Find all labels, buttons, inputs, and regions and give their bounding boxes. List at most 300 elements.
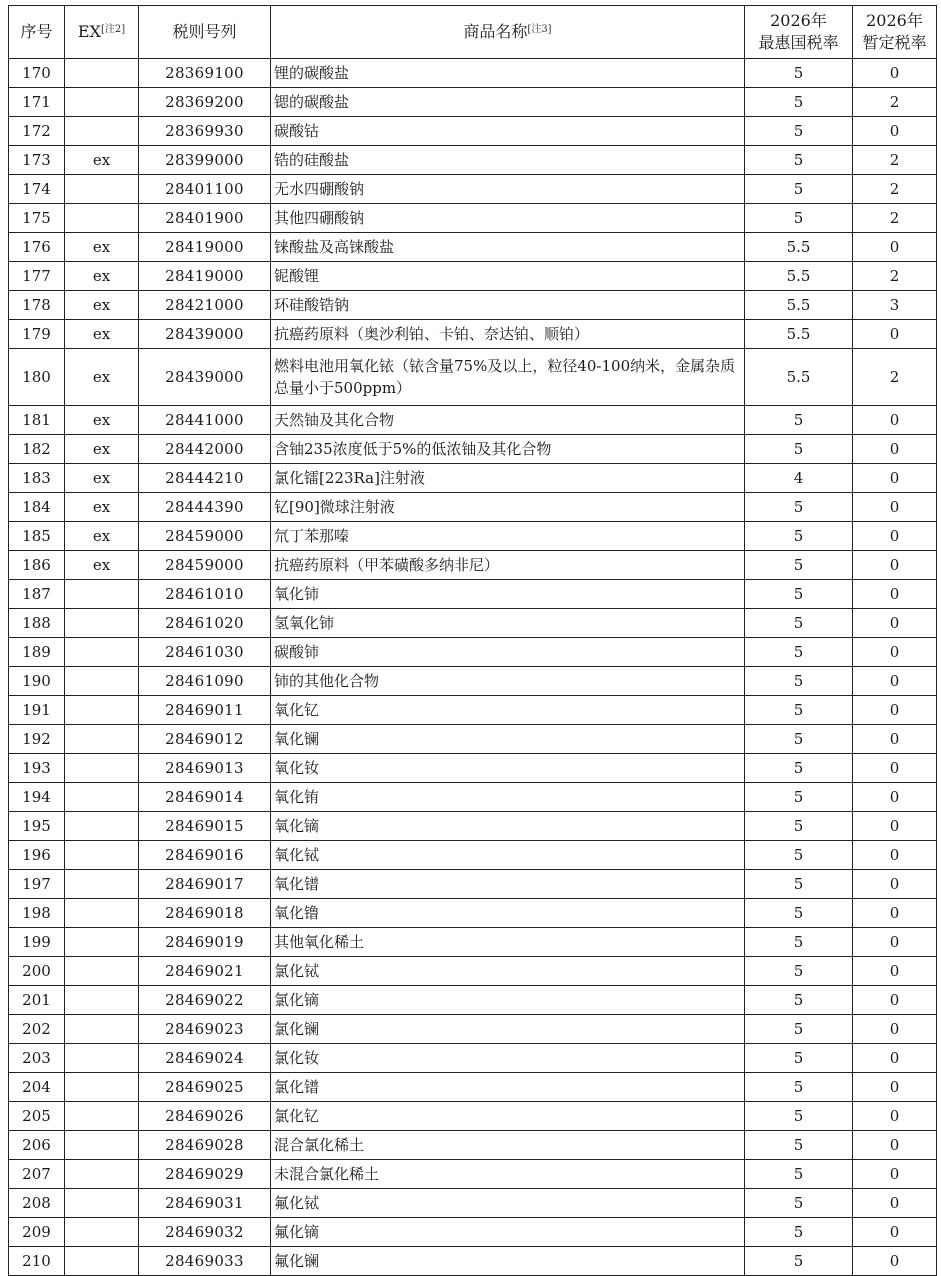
table-row xyxy=(9,320,937,349)
cell-tariff-code: 28469028 xyxy=(139,1131,271,1160)
cell-product-name: 抗癌药原料（甲苯磺酸多纳非尼） xyxy=(271,551,745,580)
cell-tariff-code: 28401900 xyxy=(139,204,271,233)
table-row xyxy=(9,667,937,696)
table-row xyxy=(9,1247,937,1276)
cell-provisional-rate: 0 xyxy=(853,493,937,522)
cell-seq: 180 xyxy=(9,349,65,406)
cell-ex xyxy=(65,609,139,638)
cell-seq: 199 xyxy=(9,928,65,957)
cell-tariff-code: 28469029 xyxy=(139,1160,271,1189)
cell-seq: 188 xyxy=(9,609,65,638)
cell-provisional-rate: 0 xyxy=(853,638,937,667)
table-row xyxy=(9,88,937,117)
cell-seq: 202 xyxy=(9,1015,65,1044)
cell-ex xyxy=(65,754,139,783)
table-row xyxy=(9,638,937,667)
cell-provisional-rate: 2 xyxy=(853,88,937,117)
cell-product-name: 锶的碳酸盐 xyxy=(271,88,745,117)
table-row xyxy=(9,262,937,291)
cell-ex xyxy=(65,957,139,986)
header-mfn-line1: 2026年 xyxy=(770,11,827,30)
cell-seq: 179 xyxy=(9,320,65,349)
cell-mfn-rate: 5 xyxy=(745,551,853,580)
cell-ex xyxy=(65,59,139,88)
cell-provisional-rate: 0 xyxy=(853,59,937,88)
cell-seq: 210 xyxy=(9,1247,65,1276)
cell-seq: 172 xyxy=(9,117,65,146)
cell-product-name: 锆的硅酸盐 xyxy=(271,146,745,175)
header-ex-label: EX xyxy=(77,22,101,41)
cell-product-name: 燃料电池用氧化铱（铱含量75%及以上，粒径40-100纳米，金属杂质总量小于500ppm） xyxy=(271,349,745,406)
table-row xyxy=(9,1102,937,1131)
table-row xyxy=(9,609,937,638)
cell-product-name: 氟化铽 xyxy=(271,1189,745,1218)
cell-product-name: 氧化镧 xyxy=(271,725,745,754)
cell-seq: 193 xyxy=(9,754,65,783)
cell-mfn-rate: 5.5 xyxy=(745,233,853,262)
header-seq: 序号 xyxy=(9,6,65,59)
cell-provisional-rate: 0 xyxy=(853,899,937,928)
table-row xyxy=(9,957,937,986)
cell-seq: 170 xyxy=(9,59,65,88)
cell-product-name: 氧化钕 xyxy=(271,754,745,783)
cell-ex xyxy=(65,1218,139,1247)
table-row xyxy=(9,696,937,725)
cell-provisional-rate: 0 xyxy=(853,1044,937,1073)
cell-ex xyxy=(65,88,139,117)
cell-provisional-rate: 0 xyxy=(853,406,937,435)
table-row xyxy=(9,233,937,262)
cell-tariff-code: 28461010 xyxy=(139,580,271,609)
cell-tariff-code: 28469022 xyxy=(139,986,271,1015)
cell-mfn-rate: 5 xyxy=(745,522,853,551)
cell-seq: 178 xyxy=(9,291,65,320)
cell-seq: 196 xyxy=(9,841,65,870)
cell-mfn-rate: 5 xyxy=(745,928,853,957)
cell-seq: 176 xyxy=(9,233,65,262)
cell-provisional-rate: 0 xyxy=(853,1160,937,1189)
cell-ex xyxy=(65,841,139,870)
cell-product-name: 其他氧化稀土 xyxy=(271,928,745,957)
cell-mfn-rate: 5 xyxy=(745,1044,853,1073)
cell-mfn-rate: 5 xyxy=(745,59,853,88)
cell-provisional-rate: 0 xyxy=(853,841,937,870)
tariff-table-container xyxy=(8,5,937,1276)
cell-provisional-rate: 0 xyxy=(853,1218,937,1247)
cell-seq: 208 xyxy=(9,1189,65,1218)
cell-tariff-code: 28459000 xyxy=(139,522,271,551)
cell-product-name: 未混合氯化稀土 xyxy=(271,1160,745,1189)
cell-ex xyxy=(65,899,139,928)
cell-product-name: 氯化钕 xyxy=(271,1044,745,1073)
cell-product-name: 氯化镭[223Ra]注射液 xyxy=(271,464,745,493)
header-prov-line1: 2026年 xyxy=(866,11,923,30)
cell-seq: 192 xyxy=(9,725,65,754)
cell-provisional-rate: 0 xyxy=(853,1102,937,1131)
table-row xyxy=(9,146,937,175)
cell-product-name: 无水四硼酸钠 xyxy=(271,175,745,204)
cell-seq: 209 xyxy=(9,1218,65,1247)
cell-ex: ex xyxy=(65,522,139,551)
cell-mfn-rate: 5 xyxy=(745,754,853,783)
cell-tariff-code: 28444390 xyxy=(139,493,271,522)
cell-mfn-rate: 5 xyxy=(745,1015,853,1044)
cell-mfn-rate: 5 xyxy=(745,1073,853,1102)
table-row xyxy=(9,435,937,464)
cell-provisional-rate: 0 xyxy=(853,1247,937,1276)
cell-provisional-rate: 0 xyxy=(853,435,937,464)
cell-provisional-rate: 0 xyxy=(853,464,937,493)
cell-mfn-rate: 5 xyxy=(745,957,853,986)
cell-product-name: 氧化铕 xyxy=(271,783,745,812)
cell-mfn-rate: 5 xyxy=(745,841,853,870)
cell-tariff-code: 28469025 xyxy=(139,1073,271,1102)
cell-provisional-rate: 2 xyxy=(853,262,937,291)
cell-ex: ex xyxy=(65,146,139,175)
cell-ex: ex xyxy=(65,406,139,435)
cell-provisional-rate: 0 xyxy=(853,870,937,899)
cell-seq: 194 xyxy=(9,783,65,812)
cell-tariff-code: 28469018 xyxy=(139,899,271,928)
header-name-note: [注3] xyxy=(527,24,552,35)
cell-seq: 171 xyxy=(9,88,65,117)
cell-seq: 190 xyxy=(9,667,65,696)
cell-seq: 175 xyxy=(9,204,65,233)
table-row xyxy=(9,754,937,783)
cell-mfn-rate: 5 xyxy=(745,435,853,464)
cell-seq: 181 xyxy=(9,406,65,435)
header-mfn-line2: 最惠国税率 xyxy=(758,33,839,52)
cell-mfn-rate: 5 xyxy=(745,117,853,146)
cell-provisional-rate: 0 xyxy=(853,957,937,986)
cell-tariff-code: 28469017 xyxy=(139,870,271,899)
cell-mfn-rate: 5 xyxy=(745,1160,853,1189)
cell-provisional-rate: 2 xyxy=(853,146,937,175)
cell-provisional-rate: 0 xyxy=(853,754,937,783)
cell-ex xyxy=(65,204,139,233)
cell-mfn-rate: 5 xyxy=(745,146,853,175)
cell-product-name: 氯化钇 xyxy=(271,1102,745,1131)
header-name-label: 商品名称 xyxy=(463,22,528,41)
cell-tariff-code: 28461030 xyxy=(139,638,271,667)
cell-seq: 182 xyxy=(9,435,65,464)
cell-ex: ex xyxy=(65,320,139,349)
cell-ex: ex xyxy=(65,464,139,493)
cell-tariff-code: 28401100 xyxy=(139,175,271,204)
cell-seq: 174 xyxy=(9,175,65,204)
cell-product-name: 铼酸盐及高铼酸盐 xyxy=(271,233,745,262)
table-row xyxy=(9,580,937,609)
cell-seq: 189 xyxy=(9,638,65,667)
cell-mfn-rate: 5 xyxy=(745,1218,853,1247)
cell-product-name: 氧化钇 xyxy=(271,696,745,725)
cell-mfn-rate: 5 xyxy=(745,204,853,233)
cell-seq: 183 xyxy=(9,464,65,493)
cell-ex xyxy=(65,1102,139,1131)
table-row xyxy=(9,870,937,899)
table-row xyxy=(9,783,937,812)
cell-provisional-rate: 0 xyxy=(853,812,937,841)
cell-tariff-code: 28469023 xyxy=(139,1015,271,1044)
cell-mfn-rate: 5 xyxy=(745,1247,853,1276)
cell-tariff-code: 28469019 xyxy=(139,928,271,957)
cell-product-name: 氧化铈 xyxy=(271,580,745,609)
cell-mfn-rate: 4 xyxy=(745,464,853,493)
cell-product-name: 混合氯化稀土 xyxy=(271,1131,745,1160)
table-row xyxy=(9,291,937,320)
cell-ex xyxy=(65,1015,139,1044)
cell-ex xyxy=(65,580,139,609)
cell-product-name: 氟化镧 xyxy=(271,1247,745,1276)
cell-tariff-code: 28419000 xyxy=(139,233,271,262)
cell-provisional-rate: 0 xyxy=(853,783,937,812)
cell-tariff-code: 28421000 xyxy=(139,291,271,320)
cell-product-name: 其他四硼酸钠 xyxy=(271,204,745,233)
table-row xyxy=(9,349,937,406)
cell-product-name: 氢氧化铈 xyxy=(271,609,745,638)
cell-provisional-rate: 0 xyxy=(853,522,937,551)
cell-mfn-rate: 5 xyxy=(745,870,853,899)
cell-tariff-code: 28469024 xyxy=(139,1044,271,1073)
cell-product-name: 钇[90]微球注射液 xyxy=(271,493,745,522)
cell-provisional-rate: 2 xyxy=(853,175,937,204)
cell-mfn-rate: 5.5 xyxy=(745,320,853,349)
cell-mfn-rate: 5.5 xyxy=(745,349,853,406)
cell-tariff-code: 28469033 xyxy=(139,1247,271,1276)
cell-seq: 205 xyxy=(9,1102,65,1131)
cell-seq: 207 xyxy=(9,1160,65,1189)
cell-seq: 201 xyxy=(9,986,65,1015)
cell-provisional-rate: 0 xyxy=(853,580,937,609)
cell-tariff-code: 28469011 xyxy=(139,696,271,725)
header-prov-line2: 暂定税率 xyxy=(862,33,927,52)
cell-seq: 198 xyxy=(9,899,65,928)
cell-tariff-code: 28444210 xyxy=(139,464,271,493)
cell-tariff-code: 28469032 xyxy=(139,1218,271,1247)
cell-product-name: 锂的碳酸盐 xyxy=(271,59,745,88)
table-row xyxy=(9,928,937,957)
table-row xyxy=(9,812,937,841)
table-row xyxy=(9,406,937,435)
cell-ex: ex xyxy=(65,291,139,320)
table-row xyxy=(9,1218,937,1247)
cell-provisional-rate: 0 xyxy=(853,667,937,696)
cell-mfn-rate: 5.5 xyxy=(745,262,853,291)
table-row xyxy=(9,725,937,754)
cell-seq: 173 xyxy=(9,146,65,175)
cell-product-name: 氯化镧 xyxy=(271,1015,745,1044)
cell-seq: 186 xyxy=(9,551,65,580)
tariff-table xyxy=(8,5,937,1276)
cell-mfn-rate: 5 xyxy=(745,1189,853,1218)
cell-product-name: 氯化镨 xyxy=(271,1073,745,1102)
cell-tariff-code: 28469021 xyxy=(139,957,271,986)
table-row xyxy=(9,175,937,204)
cell-tariff-code: 28439000 xyxy=(139,349,271,406)
table-row xyxy=(9,59,937,88)
header-provisional-rate xyxy=(853,6,937,59)
cell-mfn-rate: 5 xyxy=(745,609,853,638)
cell-tariff-code: 28399000 xyxy=(139,146,271,175)
cell-tariff-code: 28419000 xyxy=(139,262,271,291)
table-row xyxy=(9,1160,937,1189)
cell-provisional-rate: 0 xyxy=(853,1073,937,1102)
cell-product-name: 铈的其他化合物 xyxy=(271,667,745,696)
table-row xyxy=(9,841,937,870)
table-row xyxy=(9,551,937,580)
cell-product-name: 氧化镨 xyxy=(271,870,745,899)
cell-seq: 184 xyxy=(9,493,65,522)
cell-seq: 195 xyxy=(9,812,65,841)
cell-provisional-rate: 0 xyxy=(853,928,937,957)
cell-mfn-rate: 5 xyxy=(745,783,853,812)
cell-product-name: 氧化镝 xyxy=(271,812,745,841)
cell-seq: 185 xyxy=(9,522,65,551)
cell-tariff-code: 28441000 xyxy=(139,406,271,435)
cell-ex xyxy=(65,117,139,146)
table-row xyxy=(9,986,937,1015)
cell-ex xyxy=(65,1044,139,1073)
cell-mfn-rate: 5 xyxy=(745,88,853,117)
cell-product-name: 环硅酸锆钠 xyxy=(271,291,745,320)
cell-tariff-code: 28469016 xyxy=(139,841,271,870)
cell-seq: 177 xyxy=(9,262,65,291)
cell-mfn-rate: 5 xyxy=(745,580,853,609)
cell-mfn-rate: 5 xyxy=(745,725,853,754)
cell-ex xyxy=(65,1073,139,1102)
table-body xyxy=(9,59,937,1276)
cell-tariff-code: 28439000 xyxy=(139,320,271,349)
cell-tariff-code: 28469015 xyxy=(139,812,271,841)
cell-ex xyxy=(65,638,139,667)
cell-provisional-rate: 0 xyxy=(853,320,937,349)
cell-ex xyxy=(65,725,139,754)
cell-seq: 197 xyxy=(9,870,65,899)
header-code: 税则号列 xyxy=(139,6,271,59)
table-row xyxy=(9,1131,937,1160)
cell-ex xyxy=(65,1160,139,1189)
cell-ex xyxy=(65,986,139,1015)
cell-mfn-rate: 5 xyxy=(745,493,853,522)
cell-ex xyxy=(65,175,139,204)
cell-product-name: 含铀235浓度低于5%的低浓铀及其化合物 xyxy=(271,435,745,464)
cell-seq: 191 xyxy=(9,696,65,725)
cell-provisional-rate: 0 xyxy=(853,609,937,638)
cell-tariff-code: 28369930 xyxy=(139,117,271,146)
cell-product-name: 碳酸铈 xyxy=(271,638,745,667)
cell-provisional-rate: 0 xyxy=(853,1015,937,1044)
cell-ex xyxy=(65,870,139,899)
table-header-row xyxy=(9,6,937,59)
cell-tariff-code: 28461020 xyxy=(139,609,271,638)
cell-seq: 206 xyxy=(9,1131,65,1160)
cell-provisional-rate: 2 xyxy=(853,204,937,233)
table-row xyxy=(9,522,937,551)
cell-tariff-code: 28469012 xyxy=(139,725,271,754)
cell-tariff-code: 28469026 xyxy=(139,1102,271,1131)
cell-mfn-rate: 5 xyxy=(745,986,853,1015)
table-row xyxy=(9,117,937,146)
cell-seq: 203 xyxy=(9,1044,65,1073)
cell-ex xyxy=(65,928,139,957)
header-mfn-rate xyxy=(745,6,853,59)
cell-ex xyxy=(65,812,139,841)
cell-mfn-rate: 5 xyxy=(745,696,853,725)
header-ex xyxy=(65,6,139,59)
cell-mfn-rate: 5 xyxy=(745,1102,853,1131)
cell-ex: ex xyxy=(65,551,139,580)
cell-tariff-code: 28459000 xyxy=(139,551,271,580)
cell-seq: 204 xyxy=(9,1073,65,1102)
cell-ex xyxy=(65,1247,139,1276)
table-row xyxy=(9,464,937,493)
cell-tariff-code: 28369100 xyxy=(139,59,271,88)
cell-provisional-rate: 0 xyxy=(853,696,937,725)
cell-provisional-rate: 0 xyxy=(853,233,937,262)
cell-provisional-rate: 0 xyxy=(853,117,937,146)
cell-tariff-code: 28369200 xyxy=(139,88,271,117)
cell-mfn-rate: 5 xyxy=(745,667,853,696)
table-row xyxy=(9,1189,937,1218)
cell-tariff-code: 28469014 xyxy=(139,783,271,812)
cell-product-name: 天然铀及其化合物 xyxy=(271,406,745,435)
cell-provisional-rate: 0 xyxy=(853,986,937,1015)
cell-product-name: 氧化镥 xyxy=(271,899,745,928)
cell-tariff-code: 28469013 xyxy=(139,754,271,783)
cell-ex: ex xyxy=(65,349,139,406)
cell-mfn-rate: 5 xyxy=(745,899,853,928)
cell-product-name: 氟化镝 xyxy=(271,1218,745,1247)
cell-mfn-rate: 5 xyxy=(745,175,853,204)
cell-provisional-rate: 0 xyxy=(853,551,937,580)
table-row xyxy=(9,899,937,928)
cell-ex: ex xyxy=(65,493,139,522)
cell-seq: 200 xyxy=(9,957,65,986)
cell-ex xyxy=(65,667,139,696)
cell-ex xyxy=(65,696,139,725)
cell-provisional-rate: 3 xyxy=(853,291,937,320)
table-row xyxy=(9,204,937,233)
table-row xyxy=(9,1073,937,1102)
cell-mfn-rate: 5 xyxy=(745,812,853,841)
cell-provisional-rate: 0 xyxy=(853,1131,937,1160)
cell-ex: ex xyxy=(65,435,139,464)
cell-ex: ex xyxy=(65,233,139,262)
cell-seq: 187 xyxy=(9,580,65,609)
cell-product-name: 氘丁苯那嗪 xyxy=(271,522,745,551)
cell-product-name: 氯化铽 xyxy=(271,957,745,986)
cell-product-name: 碳酸钴 xyxy=(271,117,745,146)
cell-ex xyxy=(65,783,139,812)
cell-tariff-code: 28461090 xyxy=(139,667,271,696)
cell-tariff-code: 28469031 xyxy=(139,1189,271,1218)
table-row xyxy=(9,493,937,522)
cell-provisional-rate: 0 xyxy=(853,1189,937,1218)
cell-provisional-rate: 2 xyxy=(853,349,937,406)
cell-tariff-code: 28442000 xyxy=(139,435,271,464)
header-ex-note: [注2] xyxy=(100,24,126,35)
cell-provisional-rate: 0 xyxy=(853,725,937,754)
table-row xyxy=(9,1015,937,1044)
cell-mfn-rate: 5 xyxy=(745,638,853,667)
cell-ex: ex xyxy=(65,262,139,291)
cell-product-name: 氯化镝 xyxy=(271,986,745,1015)
cell-product-name: 铌酸锂 xyxy=(271,262,745,291)
table-row xyxy=(9,1044,937,1073)
cell-ex xyxy=(65,1189,139,1218)
header-name xyxy=(271,6,745,59)
cell-product-name: 抗癌药原料（奥沙利铂、卡铂、奈达铂、顺铂） xyxy=(271,320,745,349)
